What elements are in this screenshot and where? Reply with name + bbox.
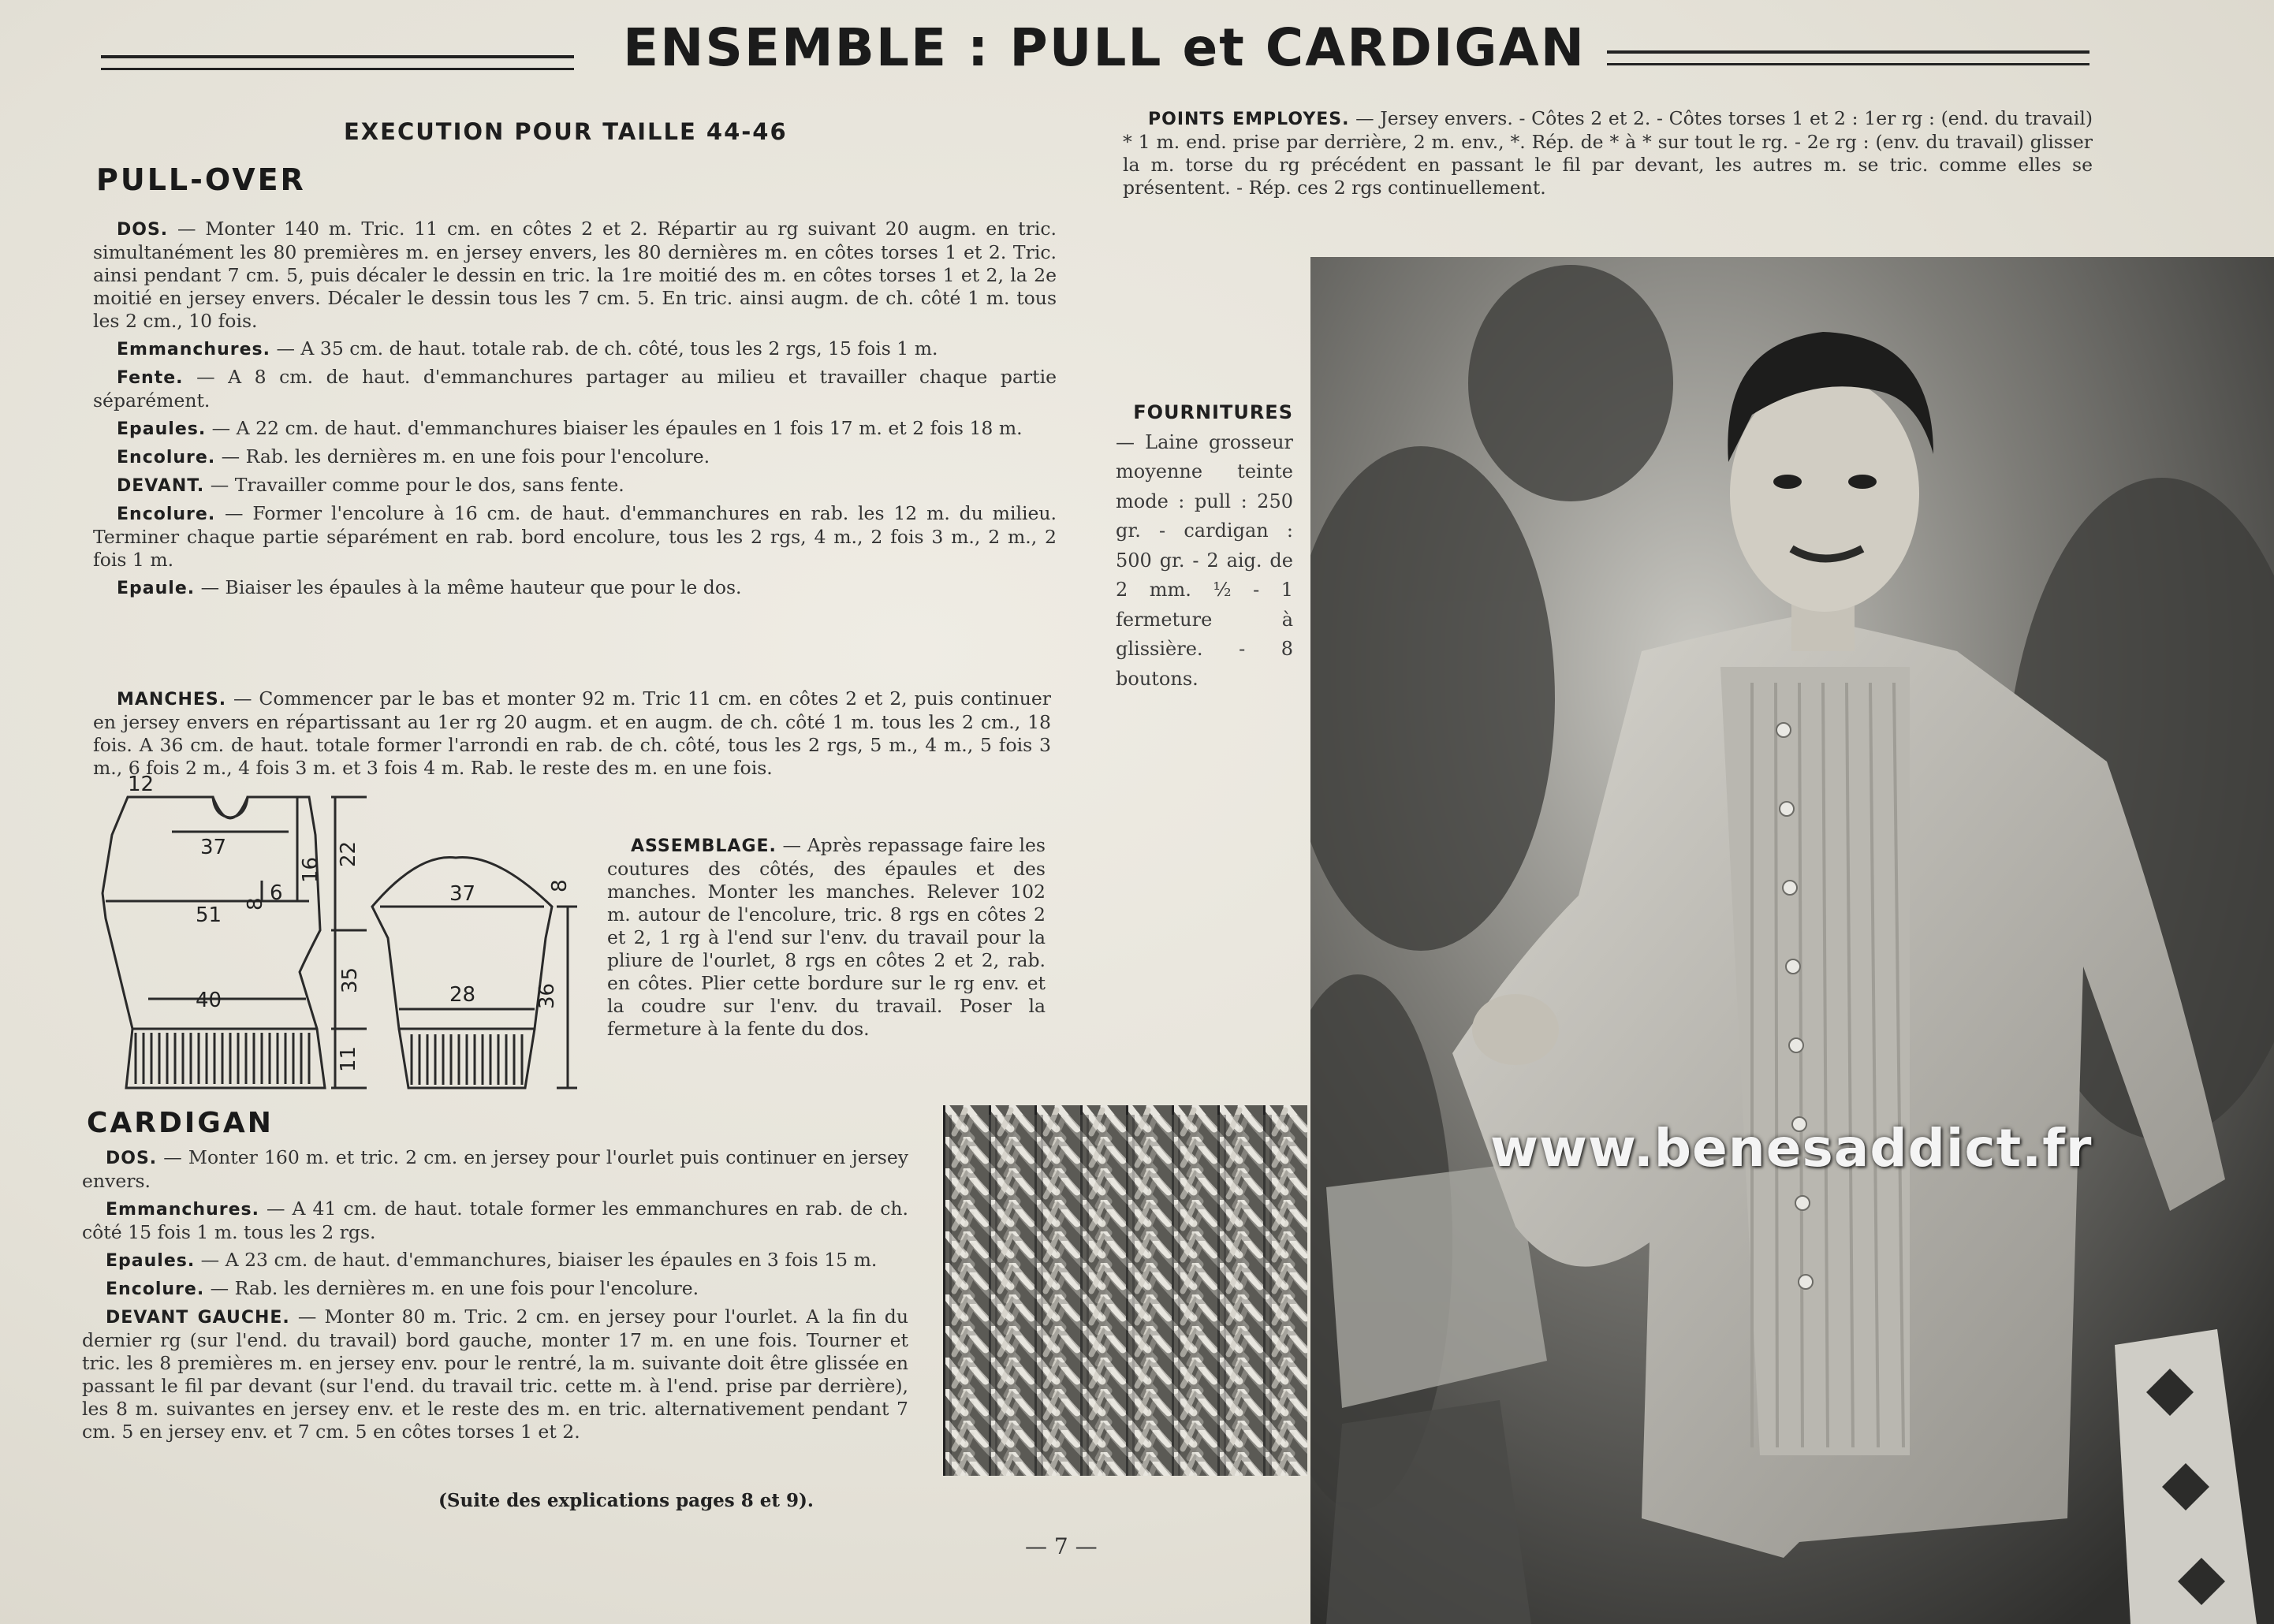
pullover-devant-paragraph [93,474,1057,497]
pullover-dos-label: DOS. [117,220,169,240]
page-number: — 7 — [1025,1533,1098,1559]
sleeve-dim-36: 36 [535,982,559,1009]
header-rule-right-bottom [1607,63,2089,65]
pullover-text-block [93,218,1057,605]
pullover-fente-label: Fente. [117,368,184,388]
model-photo [1310,257,2274,1624]
cardigan-epaules-text: — A 23 cm. de haut. d'emmanchures, biaiser les épaules en 3 fois 15 m. [195,1249,878,1271]
dim-label-40: 40 [196,989,222,1012]
sleeve-dim-28: 28 [449,983,476,1007]
points-text: — Jersey envers. - Côtes 2 et 2. - Côtes torses 1 et 2 : 1er rg : (end. du travail) * 1 m. end. prise par derrière, 2 m. env., *. Rép. de * à * sur tout le rg. - 2e rg : (env. du travail) glisser la m. torse du rg précédent en passant le fil par devant, les autres m. se tric. comme elles se présentent. - Rép. ces 2 rgs continuellement. [1123,107,2093,199]
pullover-devant-label: DEVANT. [117,476,205,496]
pullover-epaules-label: Epaules. [117,419,207,439]
fournitures-text: — Laine grosseur moyenne teinte mode : pull : 250 gr. - cardigan : 500 gr. - 2 aig. de 2 mm. ½ - 1 fermeture à glissière. - 8 boutons. [1116,430,1293,690]
pullover-encolure-dos-paragraph [93,445,1057,469]
pullover-manches-label: MANCHES. [117,690,227,710]
pullover-fente-text: — A 8 cm. de haut. d'emmanchures partager au milieu et travailler chaque partie séparément. [93,366,1057,412]
cardigan-devant-gauche-text: — Monter 80 m. Tric. 2 cm. en jersey pour l'ourlet. A la fin du dernier rg (sur l'end. du travail) bord gauche, monter 17 m. en une fois. Tourner et tric. les 8 premières m. en jersey env. pour le rentré, la m. suivante doit être glissée en passant le fil par devant (sur l'end. du travail tric. cette m. à l'end. prise par derrière), les 8 m. suivantes en jersey env. et le reste des m. en tric. alternativement pendant 7 cm. 5 en jersey env. et 7 cm. 5 en côtes torses 1 et 2. [82,1306,908,1443]
cardigan-epaules-paragraph [82,1249,908,1272]
body-schematic-diagram [95,769,378,1096]
header-rule-left-bottom [101,68,574,70]
cardigan-text-block [82,1146,908,1448]
sleeve-ribbing [412,1034,522,1085]
pullover-epaule-text: — Biaiser les épaules à la même hauteur que pour le dos. [195,576,742,598]
header-rule-left-top [101,55,574,58]
assemblage-label: ASSEMBLAGE. [631,836,777,856]
cardigan-heading: CARDIGAN [87,1107,274,1139]
dim-label-8: 8 [244,897,267,911]
cardigan-emmanchures-text: — A 41 cm. de haut. totale former les emmanchures en rab. de ch. côté 15 fois 1 m. tous les 2 rgs. [82,1198,908,1243]
pullover-manches-block [93,687,1051,780]
page-title: ENSEMBLE : PULL et CARDIGAN [623,17,1586,78]
cardigan-dos-text: — Monter 160 m. et tric. 2 cm. en jersey pour l'ourlet puis continuer en jersey envers. [82,1146,908,1192]
dim-label-11: 11 [337,1045,360,1072]
cardigan-encolure-text: — Rab. les dernières m. en une fois pour l'encolure. [204,1277,699,1299]
pullover-heading: PULL-OVER [96,162,306,197]
dim-label-12: 12 [128,773,155,796]
pullover-encolure-devant-label: Encolure. [117,505,216,524]
execution-title: EXECUTION POUR TAILLE 44-46 [344,118,788,145]
cardigan-encolure-paragraph [82,1277,908,1301]
points-paragraph [1123,107,2093,199]
pullover-epaules-paragraph [93,417,1057,441]
pullover-epaule-paragraph [93,576,1057,600]
sleeve-dim-37: 37 [449,882,476,906]
cardigan-devant-gauche-label: DEVANT GAUCHE. [106,1308,290,1328]
body-ribbing [136,1033,309,1084]
fournitures-title: FOURNITURES [1133,401,1293,423]
knit-swatch-photo [943,1105,1307,1476]
pullover-fente-paragraph [93,366,1057,412]
cardigan-emmanchures-paragraph [82,1198,908,1244]
assemblage-block [607,834,1046,1041]
fournitures-block [1116,398,1293,694]
points-block [1123,107,2093,199]
neckline-curve [213,797,248,818]
pullover-emmanchures-label: Emmanchures. [117,340,270,359]
sleeve-dim-8: 8 [548,879,572,892]
dim-label-6: 6 [270,881,283,905]
dim-label-22: 22 [337,840,360,867]
sleeve-schematic-diagram [371,851,583,1092]
pullover-encolure-dos-label: Encolure. [117,448,216,467]
hand [1472,994,1559,1065]
knit-texture [943,1105,1307,1476]
cardigan-encolure-label: Encolure. [106,1279,205,1299]
pullover-manches-paragraph [93,687,1051,780]
cardigan-devant-gauche-paragraph [82,1306,908,1443]
pullover-epaule-label: Epaule. [117,579,196,598]
continuation-note: (Suite des explications pages 8 et 9). [438,1490,814,1511]
dim-label-16: 16 [299,856,322,883]
cardigan-emmanchures-label: Emmanchures. [106,1200,259,1220]
dim-label-51: 51 [196,903,222,927]
pullover-dos-paragraph [93,218,1057,333]
points-label: POINTS EMPLOYES. [1148,110,1350,129]
watermark: www.benesaddict.fr [1490,1118,2093,1179]
pullover-dos-text: — Monter 140 m. Tric. 11 cm. en côtes 2 et 2. Répartir au rg suivant 20 augm. en tric. simultanément les 80 premières m. en jersey envers, les 80 dernières m. en côtes torses 1 et 2. Tric. ainsi pendant 7 cm. 5, puis décaler le dessin en tric. la 1re moitié des m. en côtes torses 1 et 2, la 2e moitié en jersey envers. Décaler le dessin tous les 7 cm. 5. En tric. ainsi augm. de ch. côté 1 m. tous les 2 cm., 10 fois. [93,218,1057,332]
pullover-emmanchures-paragraph [93,337,1057,361]
pullover-emmanchures-text: — A 35 cm. de haut. totale rab. de ch. côté, tous les 2 rgs, 15 fois 1 m. [270,337,938,359]
pullover-encolure-devant-paragraph [93,502,1057,572]
assemblage-text: — Après repassage faire les coutures des côtés, des épaules et des manches. Monter les manches. Relever 102 m. autour de l'encolure, tric. 8 rgs en côtes 2 et 2, 1 rg à l'end sur l'env. du travail pour la pliure de l'ourlet, 8 rgs en côtes 2 et 2, rab. en côtes. Plier cette bordure sur le rg env. et la coudre sur l'env. du travail. Poser la fermeture à la fente du dos. [607,834,1046,1040]
cardigan-dos-label: DOS. [106,1149,158,1168]
pullover-manches-text: — Commencer par le bas et monter 92 m. Tric 11 cm. en côtes 2 et 2, puis continuer en jersey envers en répartissant au 1er rg 20 augm. et en augm. de ch. côté 1 m. tous les 2 cm., 18 fois. A 36 cm. de haut. totale former l'arrondi en rab. de ch. côté, tous les 2 rgs, 5 m., 4 m., 5 fois 3 m., 6 fois 2 m., 4 fois 3 m. et 3 fois 4 m. Rab. le reste des m. en une fois. [93,687,1051,779]
model-photo-illustration [1310,257,2274,1624]
cardigan-dos-paragraph [82,1146,908,1193]
pullover-devant-text: — Travailler comme pour le dos, sans fente. [204,474,624,496]
pullover-epaules-text: — A 22 cm. de haut. d'emmanchures biaiser les épaules en 1 fois 17 m. et 2 fois 18 m. [206,417,1023,439]
header-rule-right-top [1607,50,2089,54]
dim-label-37: 37 [200,836,227,859]
assemblage-paragraph [607,834,1046,1041]
pullover-encolure-devant-text: — Former l'encolure à 16 cm. de haut. d'emmanchures en rab. les 12 m. du milieu. Terminer chaque partie séparément en rab. bord encolure, tous les 2 rgs, 4 m., 2 fois 3 m., 2 m., 2 fois 1 m. [93,502,1057,571]
dim-label-35: 35 [338,967,362,993]
pullover-encolure-dos-text: — Rab. les dernières m. en une fois pour l'encolure. [215,445,710,467]
cardigan-epaules-label: Epaules. [106,1251,196,1271]
